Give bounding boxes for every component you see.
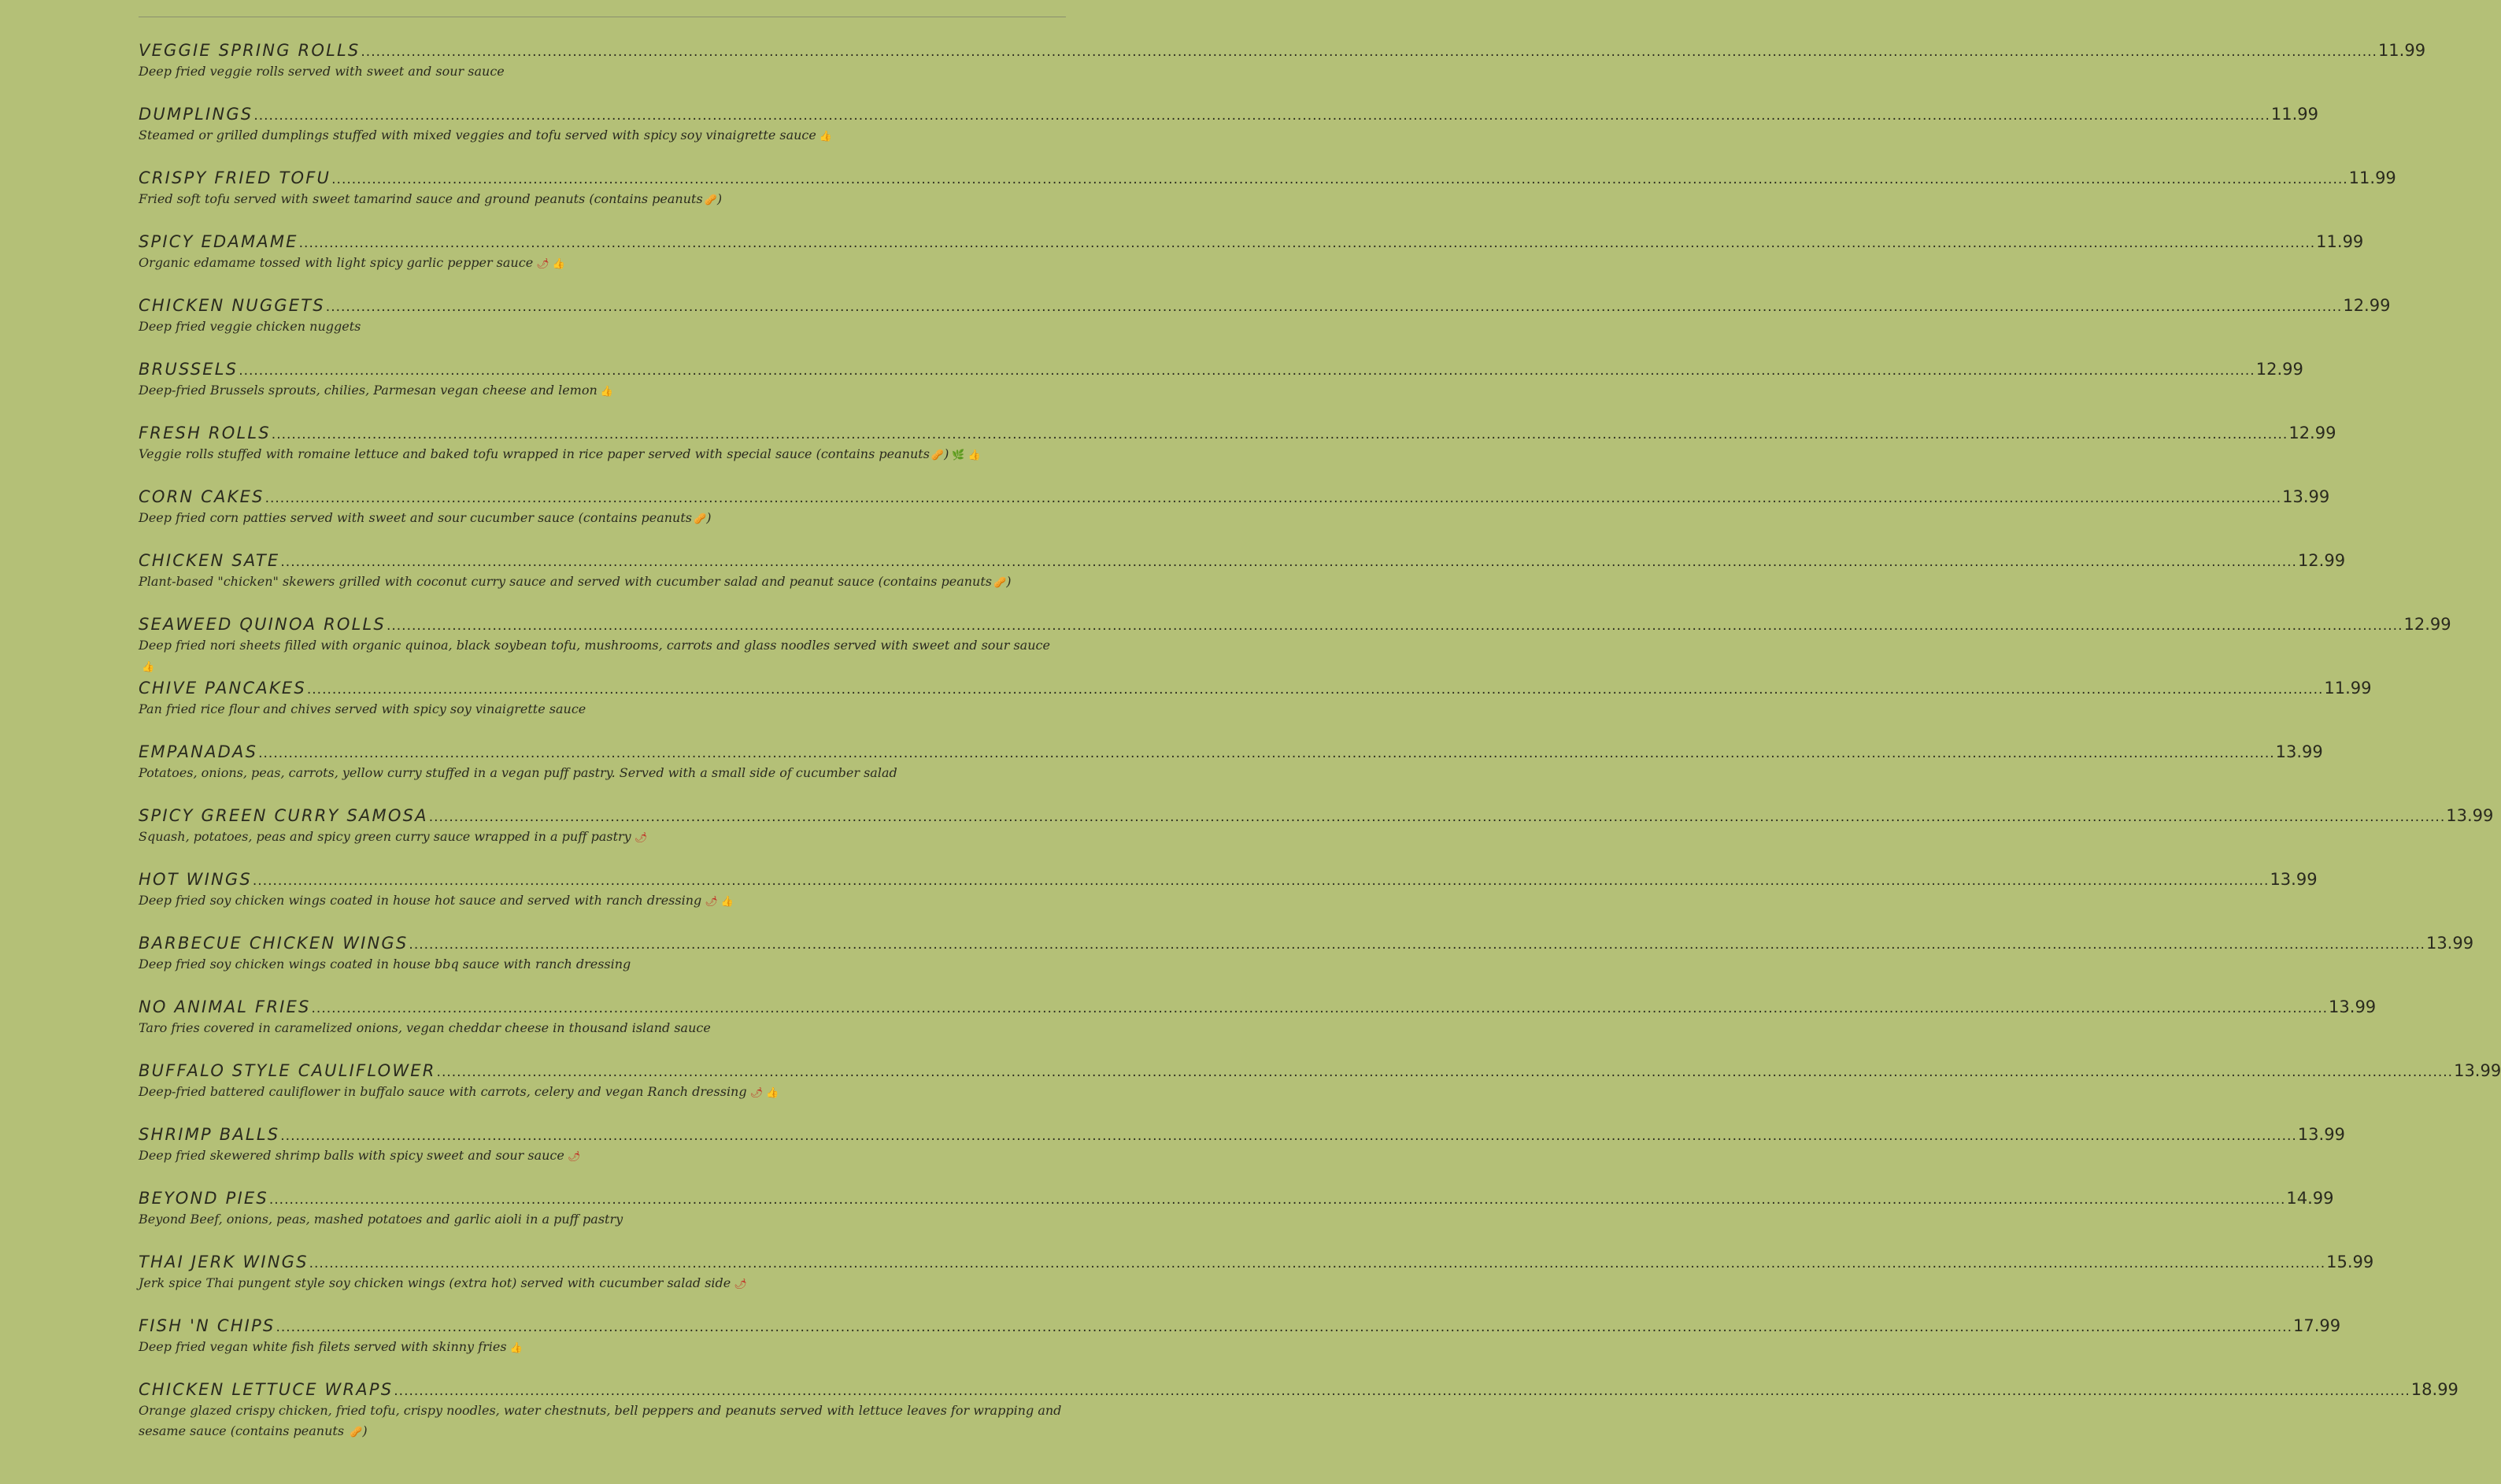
dot-leader: ................................................................................................................................................................................................................................................................................................................................................................................................................: [309, 1256, 2326, 1271]
menu-item-price: 13.99: [2329, 997, 2377, 1016]
chili-pepper-icon: 🌶: [634, 832, 648, 844]
menu-item-price: 12.99: [2255, 360, 2303, 379]
menu-item-description: Deep fried corn patties served with sweet and sour cucumber sauce (contains peanuts 🥜): [139, 510, 712, 525]
menu-item-header: [139, 868, 2318, 890]
menu-item-list: [139, 39, 2501, 1465]
menu-item: [139, 167, 2396, 231]
menu-item-description: Deep fried vegan white fish filets served with skinny fries 👍: [139, 1339, 523, 1354]
menu-item-price: 13.99: [2446, 806, 2494, 825]
menu-item-price: 11.99: [2377, 41, 2426, 60]
menu-item-name: DUMPLINGS: [139, 105, 253, 124]
menu-item-price: 15.99: [2326, 1253, 2374, 1271]
menu-item-name: CHIVE PANCAKES: [139, 679, 306, 698]
dot-leader: ................................................................................................................................................................................................................................................................................................................................................................................................................: [280, 554, 2297, 570]
menu-item-name: CRISPY FRIED TOFU: [139, 168, 331, 187]
menu-item: [139, 486, 2330, 550]
menu-item-header: [139, 550, 2346, 572]
menu-item-header: [139, 613, 2451, 635]
menu-item: [139, 932, 2474, 996]
menu-item-header: [139, 1379, 2458, 1401]
dot-leader: ................................................................................................................................................................................................................................................................................................................................................................................................................: [311, 1001, 2329, 1016]
menu-item-name: SHRIMP BALLS: [139, 1125, 280, 1144]
menu-item-description: Deep fried skewered shrimp balls with spicy sweet and sour sauce 🌶: [139, 1148, 581, 1163]
menu-item: [139, 741, 2323, 805]
peanut-icon: 🥜: [694, 513, 707, 525]
menu-item-name: EMPANADAS: [139, 742, 258, 761]
menu-item-description: Deep fried veggie rolls served with sweet and sour sauce: [139, 64, 505, 79]
dot-leader: ................................................................................................................................................................................................................................................................................................................................................................................................................: [409, 937, 2425, 953]
menu-item-header: [139, 486, 2330, 508]
menu-item-name: CORN CAKES: [139, 487, 265, 506]
menu-item-price: 13.99: [2425, 934, 2474, 953]
menu-item-header: [139, 1315, 2341, 1337]
thumbs-up-icon: 👍: [766, 1087, 779, 1099]
dot-leader: ................................................................................................................................................................................................................................................................................................................................................................................................................: [394, 1383, 2410, 1399]
menu-item-description: Deep fried soy chicken wings coated in house hot sauce and served with ranch dressing 🌶 👍: [139, 893, 734, 908]
dot-leader: ................................................................................................................................................................................................................................................................................................................................................................................................................: [298, 235, 2316, 251]
menu-item-header: [139, 996, 2377, 1018]
menu-item-name: CHICKEN SATE: [139, 551, 280, 570]
menu-item-price: 17.99: [2293, 1316, 2341, 1335]
peanut-icon: 🥜: [993, 577, 1007, 589]
menu-item-header: [139, 741, 2323, 763]
menu-item-description: Deep fried nori sheets filled with organic quinoa, black soybean tofu, mushrooms, carrots and glass noodles served with sweet and sour sauce👍: [139, 638, 1050, 673]
menu-item-name: THAI JERK WINGS: [139, 1253, 309, 1271]
dot-leader: ................................................................................................................................................................................................................................................................................................................................................................................................................: [331, 172, 2348, 187]
menu-item-header: [139, 358, 2303, 380]
menu-item-price: 13.99: [2275, 742, 2323, 761]
menu-item-name: BUFFALO STYLE CAULIFLOWER: [139, 1061, 436, 1080]
appetizer-menu: [139, 0, 2501, 1465]
dot-leader: ................................................................................................................................................................................................................................................................................................................................................................................................................: [276, 1319, 2292, 1335]
menu-item-price: 12.99: [2297, 551, 2346, 570]
menu-item-description: Steamed or grilled dumplings stuffed with mixed veggies and tofu served with spicy soy vinaigrette sauce 👍: [139, 128, 833, 142]
peanut-icon: 🥜: [704, 194, 717, 206]
thumbs-up-icon: 👍: [967, 450, 981, 461]
menu-item-price: 13.99: [2282, 487, 2330, 506]
menu-item-description: Fried soft tofu served with sweet tamarind sauce and ground peanuts (contains peanuts 🥜): [139, 191, 723, 206]
menu-item-name: SPICY GREEN CURRY SAMOSA: [139, 806, 428, 825]
menu-item: [139, 422, 2336, 486]
dot-leader: ................................................................................................................................................................................................................................................................................................................................................................................................................: [265, 490, 2282, 506]
menu-item: [139, 1187, 2334, 1251]
dot-leader: ................................................................................................................................................................................................................................................................................................................................................................................................................: [436, 1064, 2454, 1080]
menu-item: [139, 805, 2494, 868]
dot-leader: ................................................................................................................................................................................................................................................................................................................................................................................................................: [253, 108, 2270, 124]
thumbs-up-icon: 👍: [720, 896, 734, 908]
dot-leader: ................................................................................................................................................................................................................................................................................................................................................................................................................: [258, 746, 2275, 761]
dot-leader: ................................................................................................................................................................................................................................................................................................................................................................................................................: [252, 873, 2270, 889]
menu-item-price: 11.99: [2316, 232, 2364, 251]
menu-item: [139, 294, 2391, 358]
menu-item-price: 11.99: [2324, 679, 2372, 698]
menu-item: [139, 868, 2318, 932]
menu-item-name: BRUSSELS: [139, 360, 239, 379]
menu-item-name: FRESH ROLLS: [139, 424, 271, 442]
menu-item-description: Organic edamame tossed with light spicy garlic pepper sauce 🌶 👍: [139, 255, 565, 270]
menu-item-price: 12.99: [2288, 424, 2336, 442]
thumbs-up-icon: 👍: [142, 661, 155, 673]
menu-item-name: SEAWEED QUINOA ROLLS: [139, 615, 386, 634]
menu-item: [139, 39, 2426, 103]
chili-pepper-icon: 🌶: [567, 1151, 581, 1163]
dot-leader: ................................................................................................................................................................................................................................................................................................................................................................................................................: [386, 618, 2403, 634]
menu-item-description: Veggie rolls stuffed with romaine lettuce and baked tofu wrapped in rice paper served with special sauce (contains peanuts 🥜) 🌿 👍: [139, 446, 981, 461]
menu-item-header: [139, 805, 2494, 827]
menu-item-header: [139, 294, 2391, 316]
menu-item-description: Deep-fried battered cauliflower in buffalo sauce with carrots, celery and vegan Ranch dressing 🌶 👍: [139, 1084, 779, 1099]
menu-item-name: FISH 'N CHIPS: [139, 1316, 276, 1335]
menu-item: [139, 677, 2372, 741]
thumbs-up-icon: 👍: [552, 258, 565, 270]
dot-leader: ................................................................................................................................................................................................................................................................................................................................................................................................................: [361, 44, 2377, 60]
thumbs-up-icon: 👍: [600, 386, 613, 398]
menu-item-price: 13.99: [2454, 1061, 2501, 1080]
menu-item: [139, 1379, 2458, 1465]
menu-item-header: [139, 1123, 2345, 1145]
menu-item-name: BEYOND PIES: [139, 1189, 268, 1208]
menu-item: [139, 996, 2377, 1060]
thumbs-up-icon: 👍: [509, 1342, 523, 1354]
peanut-icon: 🥜: [930, 450, 945, 461]
chili-pepper-icon: 🌶: [705, 896, 718, 908]
menu-item-header: [139, 103, 2318, 125]
menu-item: [139, 231, 2364, 294]
menu-item: [139, 1315, 2341, 1379]
menu-item-price: 13.99: [2297, 1125, 2345, 1144]
menu-item-description: Squash, potatoes, peas and spicy green curry sauce wrapped in a puff pastry 🌶: [139, 829, 648, 844]
menu-item-price: 11.99: [2270, 105, 2318, 124]
menu-item: [139, 1060, 2501, 1123]
menu-item-description: Taro fries covered in caramelized onions, vegan cheddar cheese in thousand island sauce: [139, 1020, 711, 1035]
dot-leader: ................................................................................................................................................................................................................................................................................................................................................................................................................: [428, 809, 2446, 825]
menu-item-description: Jerk spice Thai pungent style soy chicken wings (extra hot) served with cucumber salad side 🌶: [139, 1275, 747, 1290]
menu-item: [139, 1123, 2345, 1187]
menu-item-header: [139, 231, 2364, 253]
menu-item-description: Plant-based "chicken" skewers grilled with coconut curry sauce and served with cucumber salad and peanut sauce (contains peanuts 🥜): [139, 574, 1012, 589]
menu-item: [139, 613, 2451, 677]
menu-item-header: [139, 39, 2426, 61]
menu-item-description: Potatoes, onions, peas, carrots, yellow curry stuffed in a vegan puff pastry. Served with a small side of cucumber salad: [139, 765, 897, 780]
dot-leader: ................................................................................................................................................................................................................................................................................................................................................................................................................: [280, 1128, 2297, 1144]
menu-item-header: [139, 932, 2474, 954]
menu-item-name: BARBECUE CHICKEN WINGS: [139, 934, 409, 953]
menu-item-description: Beyond Beef, onions, peas, mashed potatoes and garlic aioli in a puff pastry: [139, 1212, 623, 1227]
menu-item-name: CHICKEN LETTUCE WRAPS: [139, 1380, 394, 1399]
menu-item-header: [139, 422, 2336, 444]
dot-leader: ................................................................................................................................................................................................................................................................................................................................................................................................................: [325, 299, 2343, 315]
chili-pepper-icon: 🌶: [749, 1087, 764, 1099]
dot-leader: ................................................................................................................................................................................................................................................................................................................................................................................................................: [268, 1192, 2286, 1208]
leaf-icon: 🌿: [952, 450, 965, 461]
menu-item-header: [139, 1251, 2374, 1273]
menu-item-price: 14.99: [2286, 1189, 2334, 1208]
menu-item-description: Deep-fried Brussels sprouts, chilies, Parmesan vegan cheese and lemon 👍: [139, 383, 613, 398]
menu-item-description: Deep fried soy chicken wings coated in house bbq sauce with ranch dressing: [139, 957, 631, 971]
menu-item-price: 13.99: [2270, 870, 2318, 889]
chili-pepper-icon: 🌶: [734, 1279, 747, 1290]
dot-leader: ................................................................................................................................................................................................................................................................................................................................................................................................................: [306, 682, 2324, 698]
menu-item-name: NO ANIMAL FRIES: [139, 997, 311, 1016]
dot-leader: ................................................................................................................................................................................................................................................................................................................................................................................................................: [239, 363, 2255, 379]
menu-item-description: Deep fried veggie chicken nuggets: [139, 319, 361, 334]
menu-item-header: [139, 167, 2396, 189]
menu-item-header: [139, 1187, 2334, 1209]
menu-item: [139, 103, 2318, 167]
menu-item-name: CHICKEN NUGGETS: [139, 296, 325, 315]
thumbs-up-icon: 👍: [819, 131, 833, 142]
menu-item-price: 12.99: [2403, 615, 2451, 634]
menu-item-price: 11.99: [2348, 168, 2396, 187]
menu-item-price: 18.99: [2410, 1380, 2458, 1399]
menu-item-header: [139, 1060, 2501, 1082]
chili-pepper-icon: 🌶: [536, 258, 549, 270]
menu-item-name: HOT WINGS: [139, 870, 252, 889]
menu-item: [139, 358, 2303, 422]
menu-item-description: Pan fried rice flour and chives served with spicy soy vinaigrette sauce: [139, 701, 586, 716]
menu-item: [139, 550, 2346, 613]
menu-item-name: SPICY EDAMAME: [139, 232, 298, 251]
menu-item-price: 12.99: [2343, 296, 2391, 315]
peanut-icon: 🥜: [350, 1427, 363, 1438]
menu-item-description: Orange glazed crispy chicken, fried tofu, crispy noodles, water chestnuts, bell peppers and peanuts served with lettuce leaves for wrapping and sesame sauce (contains peanuts 🥜): [139, 1403, 1062, 1438]
menu-item-name: VEGGIE SPRING ROLLS: [139, 41, 361, 60]
menu-item: [139, 1251, 2374, 1315]
dot-leader: ................................................................................................................................................................................................................................................................................................................................................................................................................: [271, 427, 2288, 442]
menu-item-header: [139, 677, 2372, 699]
